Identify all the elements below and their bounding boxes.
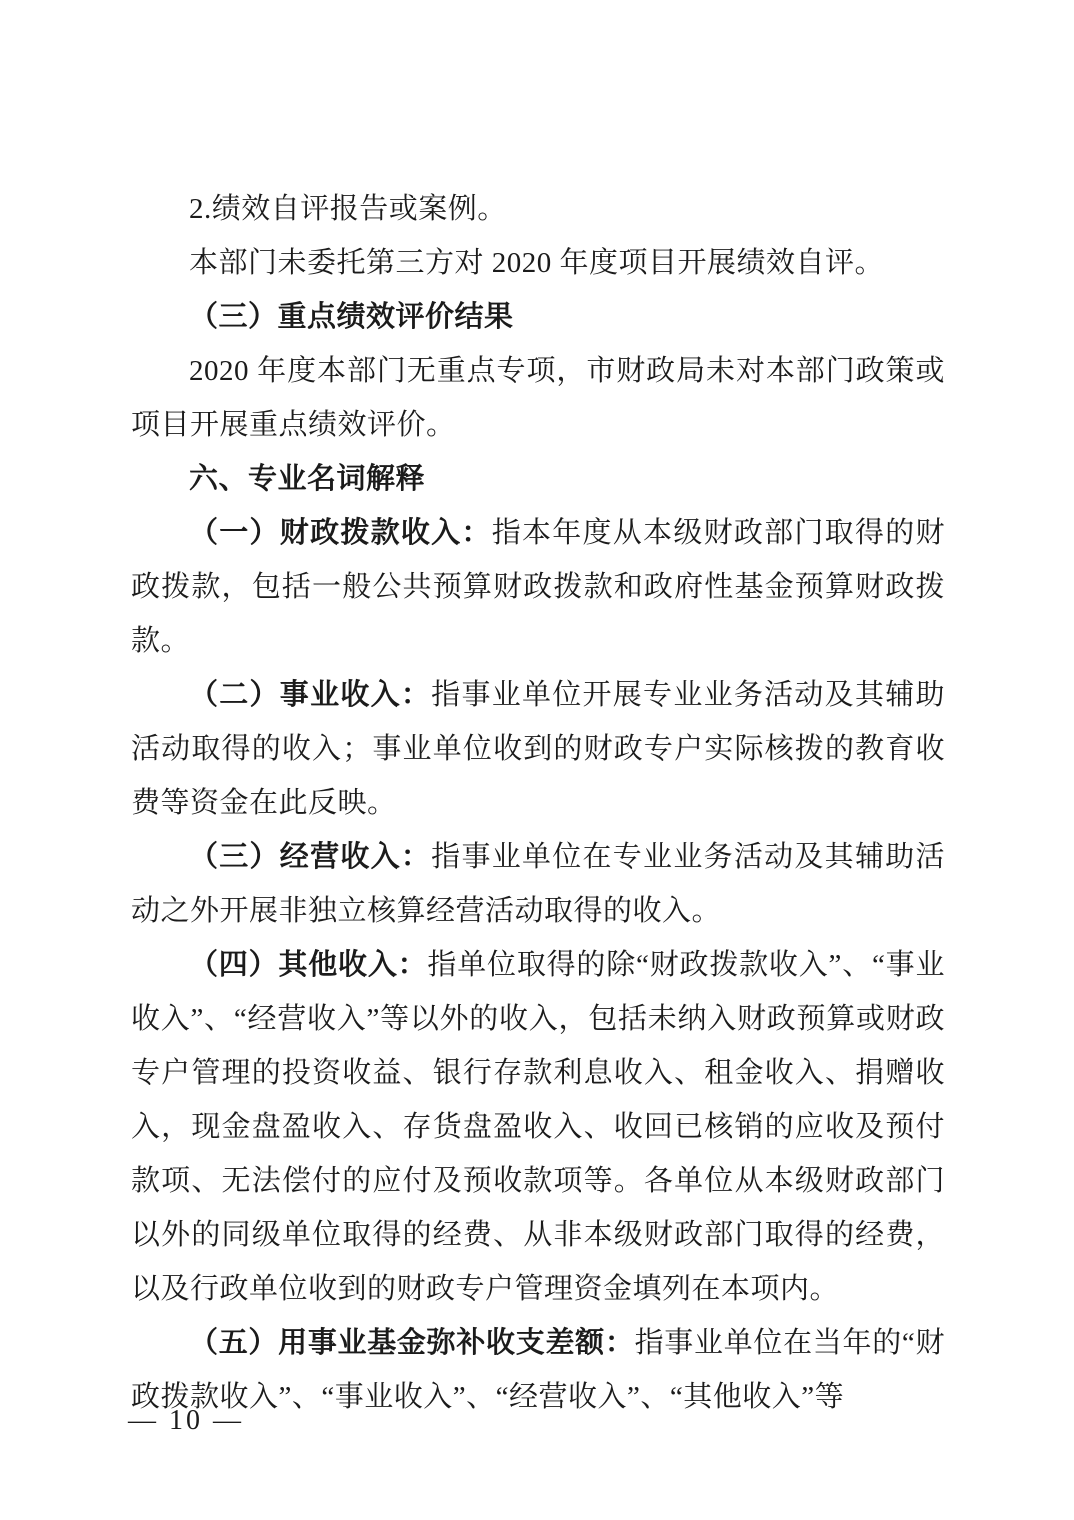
term-lead-other-income: （四）其他收入： (189, 949, 428, 981)
heading-terminology-section: 六、专业名词解释 (189, 463, 426, 495)
term-definition-institutional-income: 指事业单位开展专业业务活动及其辅助活动取得的收入；事业单位收到的财政专户实际核拨的教育收费等资金在此反映。 (131, 679, 945, 819)
paragraph-term-other-income (131, 938, 945, 1316)
paragraph-self-eval-report-title: 2.绩效自评报告或案例。 (189, 193, 507, 225)
term-lead-business-income: （三）经营收入： (189, 841, 432, 873)
paragraph-term-fund-balance-subsidy (131, 1316, 945, 1424)
term-lead-institutional-income: （二）事业收入： (189, 679, 432, 711)
document-body (131, 182, 945, 1424)
paragraph-no-third-party-eval: 本部门未委托第三方对 2020 年度项目开展绩效自评。 (189, 247, 885, 279)
paragraph-no-key-projects: 2020 年度本部门无重点专项，市财政局未对本部门政策或项目开展重点绩效评价。 (131, 355, 945, 441)
term-lead-fund-balance-subsidy: （五）用事业基金弥补收支差额： (189, 1327, 635, 1359)
page-footer (128, 1404, 244, 1438)
term-definition-fund-balance-subsidy: 指事业单位在当年的“财政拨款收入”、“事业收入”、“经营收入”、“其他收入”等 (131, 1327, 945, 1413)
paragraph-term-business-income (131, 830, 945, 938)
term-definition-business-income: 指事业单位在专业业务活动及其辅助活动之外开展非独立核算经营活动取得的收入。 (131, 841, 945, 927)
paragraph-term-fiscal-appropriation-income (131, 506, 945, 668)
page-number: — 10 — (128, 1405, 244, 1436)
term-definition-fiscal-appropriation-income: 指本年度从本级财政部门取得的财政拨款，包括一般公共预算财政拨款和政府性基金预算财政拨款。 (131, 517, 945, 657)
subheading-key-performance-eval-results: （三）重点绩效评价结果 (189, 301, 514, 333)
term-lead-fiscal-appropriation-income: （一）财政拨款收入： (189, 517, 492, 549)
paragraph-term-operating-income-institution (131, 668, 945, 830)
term-definition-other-income: 指单位取得的除“财政拨款收入”、“事业收入”、“经营收入”等以外的收入，包括未纳入财政预算或财政专户管理的投资收益、银行存款利息收入、租金收入、捐赠收入，现金盘盈收入、存货盘盈收入、收回已核销的应收及预付款项、无法偿付的应付及预收款项等。各单位从本级财政部门以外的同级单位取得的经费、从非本级财政部门取得的经费，以及行政单位收到的财政专户管理资金填列在本项内。 (131, 949, 945, 1305)
